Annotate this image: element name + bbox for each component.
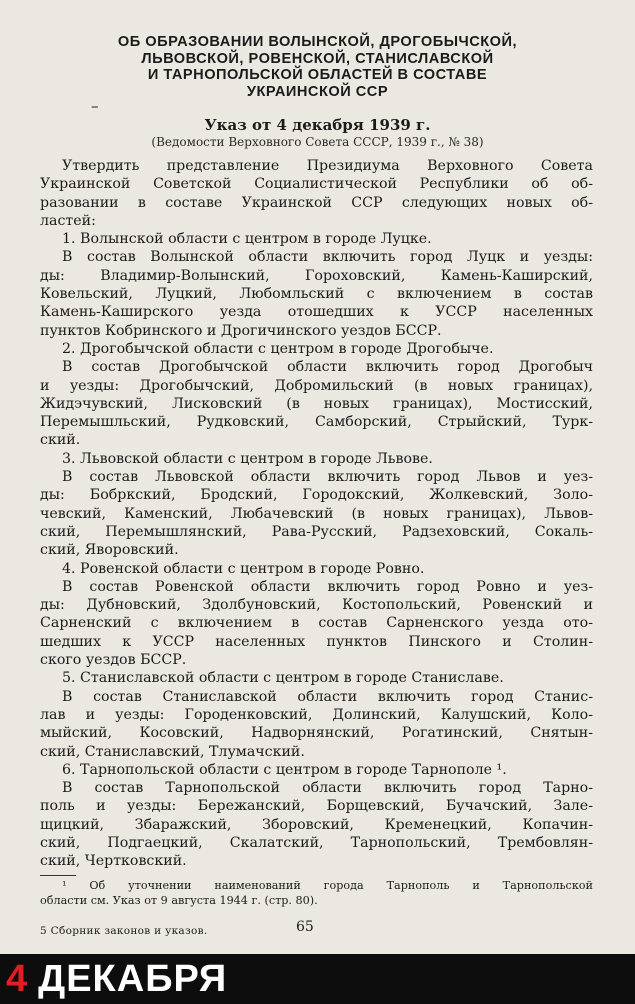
body-line: 6. Тарнопольской области с центром в городе Тарнополе ¹. [62, 761, 507, 778]
page-number: 65 [296, 919, 314, 935]
body-line: В состав Станиславской области включить город Станис- [62, 688, 593, 705]
body-line: ды: Владимир-Волынский, Гороховский, Камень-Каширский, [40, 267, 593, 284]
date-banner [0, 954, 635, 1004]
title-line: ОБ ОБРАЗОВАНИИ ВОЛЫНСКОЙ, ДРОГОБЫЧСКОЙ, [117, 34, 518, 50]
title-line: И ТАРНОПОЛЬСКОЙ ОБЛАСТЕЙ В СОСТАВЕ [147, 67, 488, 84]
body-line: В состав Дрогобычской области включить город Дрогобыч [62, 359, 593, 376]
footnote-line: ¹ Об уточнении наименований города Тарнополь и Тарнопольской [62, 879, 593, 892]
body-line: Украинской Советской Социалистической Республики об об- [40, 176, 593, 193]
body-line: щицкий, Збаражский, Зборовский, Кременецкий, Копачин- [40, 816, 593, 833]
body-line: ластей: [40, 212, 96, 229]
body-line: ский, Перемышлянский, Рава-Русский, Радзеховский, Сокаль- [40, 523, 593, 540]
body-line: ского уездов БССР. [40, 652, 187, 669]
body-line: 2. Дрогобычской области с центром в городе Дрогобыче. [62, 340, 494, 357]
body-line: поль и уезды: Бережанский, Борщевский, Бучачский, Зале- [40, 798, 593, 815]
body-line: Жидэчувский, Лисковский (в новых границах), Мостисский, [40, 395, 593, 412]
title-dash: – [91, 97, 99, 115]
body-line: разовании в составе Украинской ССР следующих новых об- [40, 194, 593, 211]
body-line: ды: Бобркский, Бродский, Городокский, Жолкевский, Золо- [40, 487, 593, 504]
body-line: ский. [40, 432, 81, 449]
collection-signature: 5 Сборник законов и указов. [40, 925, 208, 937]
banner-month: ДЕКАБРЯ [38, 958, 228, 1000]
body-line: ский, Яворовский. [40, 542, 179, 559]
body-line: лав и уезды: Городенковский, Долинский, Калушский, Коло- [40, 706, 593, 723]
footnote-line: области см. Указ от 9 августа 1944 г. (стр. 80). [40, 894, 318, 907]
body-line: В состав Львовской области включить город Львов и уез- [62, 469, 593, 486]
body-line: В состав Волынской области включить город Луцк и уезды: [62, 249, 593, 266]
decree-heading: Указ от 4 декабря 1939 г. [204, 116, 431, 134]
document-title [40, 34, 595, 100]
body-line: пунктов Кобринского и Дрогичинского уездов БССР. [40, 322, 442, 339]
body-line: 3. Львовской области с центром в городе Львове. [62, 450, 433, 467]
body-line: Перемышльский, Рудковский, Самборский, Стрыйский, Турк- [40, 414, 593, 431]
banner-date [6, 958, 227, 1000]
body-line: Камень-Каширского уезда отошедших к УССР населенных [40, 304, 593, 321]
banner-day: 4 [6, 958, 29, 1000]
body-line: В состав Ровенской области включить город Ровно и уез- [62, 578, 593, 595]
body-line: ды: Дубновский, Здолбуновский, Костопольский, Ровенский и [40, 597, 593, 614]
title-line: ЛЬВОВСКОЙ, РОВЕНСКОЙ, СТАНИСЛАВСКОЙ [141, 50, 494, 67]
body-line: ский, Станиславский, Тлумачский. [40, 743, 305, 760]
footnote [40, 878, 593, 908]
footnote-divider [40, 875, 76, 876]
decree-source: (Ведомости Верховного Совета СССР, 1939 г., № 38) [151, 135, 484, 149]
body-line: шедших к УССР населенных пунктов Пинского и Столин- [40, 633, 593, 650]
body-line: ский, Чертковский. [40, 853, 187, 870]
body-line: В состав Тарнопольской области включить город Тарно- [62, 780, 593, 797]
title-line: УКРАИНСКОЙ ССР [246, 83, 389, 100]
body-line: Ковельский, Луцкий, Любомльский с включением в состав [40, 286, 593, 303]
body-line: чевский, Каменский, Любачевский (в новых границах), Львов- [40, 505, 593, 522]
body-line: Сарненский с включением в состав Сарненского уезда ото- [40, 615, 593, 632]
body-line: 4. Ровенской области с центром в городе Ровно. [62, 560, 425, 577]
body-line: мыйский, Косовский, Надворнянский, Рогатинский, Снятын- [40, 725, 593, 742]
body-line: Утвердить представление Президиума Верховного Совета [62, 158, 593, 174]
document-body [40, 157, 593, 871]
body-line: 5. Станиславской области с центром в городе Станиславе. [62, 670, 504, 687]
body-line: 1. Волынской области с центром в городе Луцке. [62, 231, 432, 248]
body-line: и уезды: Дрогобычский, Добромильский (в новых границах), [40, 377, 593, 394]
body-line: ский, Подгаецкий, Скалатский, Тарнопольский, Трембовлян- [40, 834, 593, 851]
